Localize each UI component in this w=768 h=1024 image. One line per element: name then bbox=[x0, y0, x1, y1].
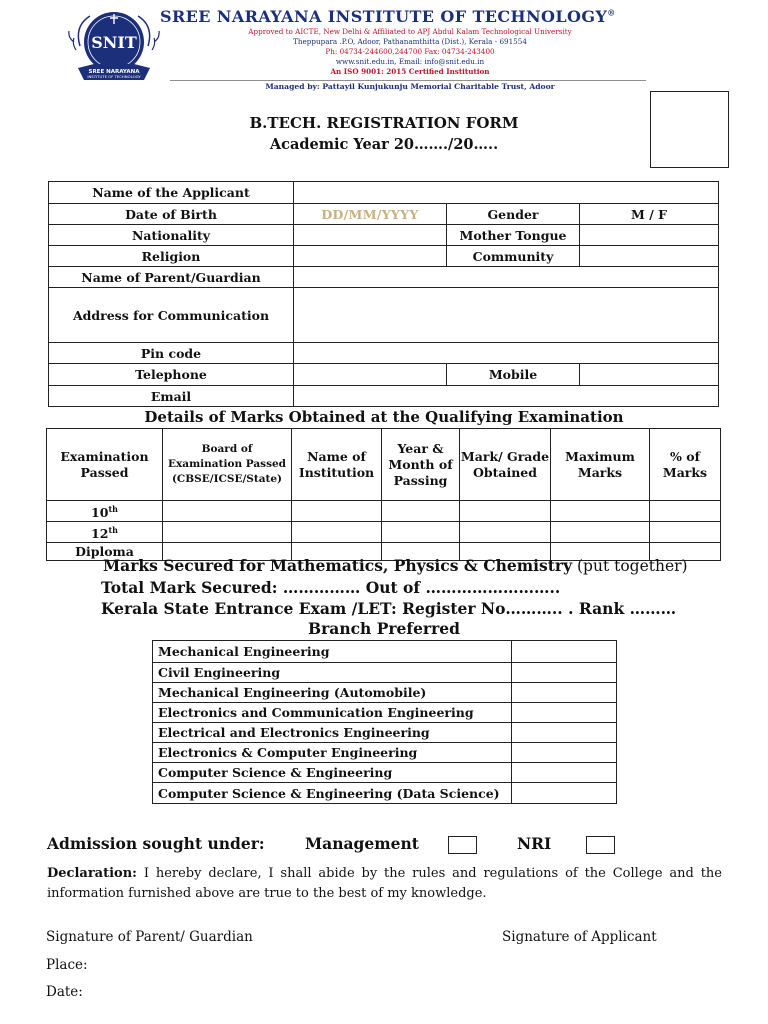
mother-tongue-field[interactable] bbox=[580, 225, 719, 246]
col-header-grade: Mark/ Grade Obtained bbox=[460, 429, 551, 501]
table-row bbox=[49, 267, 719, 288]
row-label-10th bbox=[47, 501, 163, 522]
institution-name bbox=[160, 7, 670, 26]
email-label: Email bbox=[49, 386, 294, 407]
branch-label: Computer Science & Engineering (Data Science) bbox=[153, 783, 512, 804]
declaration-label: Declaration: bbox=[47, 866, 137, 881]
dob-field[interactable]: DD/MM/YYYY bbox=[294, 204, 447, 225]
religion-label: Religion bbox=[49, 246, 294, 267]
institution-name-text: SREE NARAYANA INSTITUTE OF TECHNOLOGY bbox=[160, 7, 608, 26]
table-row bbox=[49, 288, 719, 343]
photo-box[interactable] bbox=[650, 91, 729, 168]
table-row bbox=[153, 783, 617, 804]
declaration-text: I hereby declare, I shall abide by the rules and regulations of the College and the information furnished above are true to the best of my knowledge. bbox=[47, 866, 722, 901]
dob-label: Date of Birth bbox=[49, 204, 294, 225]
col-header-exam: Examination Passed bbox=[47, 429, 163, 501]
name-field[interactable] bbox=[294, 182, 719, 204]
cell[interactable] bbox=[551, 501, 650, 522]
applicant-details-table bbox=[48, 181, 719, 407]
managed-by-line: Managed by: Pattayil Kunjukunju Memorial Charitable Trust, Adoor bbox=[265, 82, 555, 91]
logo-text: SNIT bbox=[91, 33, 137, 52]
gender-field[interactable]: M / F bbox=[580, 204, 719, 225]
branch-preference-cell[interactable] bbox=[512, 743, 617, 763]
logo-ribbon-subtext: INSTITUTE OF TECHNOLOGY bbox=[87, 74, 141, 79]
row-label-text: 12 bbox=[91, 526, 109, 542]
religion-field[interactable] bbox=[294, 246, 447, 267]
table-row bbox=[153, 703, 617, 723]
declaration bbox=[47, 864, 722, 903]
branch-label: Electronics and Communication Engineering bbox=[153, 703, 512, 723]
table-row bbox=[153, 743, 617, 763]
telephone-label: Telephone bbox=[49, 364, 294, 386]
cell[interactable] bbox=[382, 522, 460, 543]
table-row bbox=[49, 343, 719, 364]
cell[interactable] bbox=[382, 501, 460, 522]
cell[interactable] bbox=[163, 501, 292, 522]
branch-label: Computer Science & Engineering bbox=[153, 763, 512, 783]
phone-line: Ph: 04734-244600,244700 Fax: 04734-243400 bbox=[325, 47, 495, 56]
gender-label: Gender bbox=[447, 204, 580, 225]
branch-preference-cell[interactable] bbox=[512, 703, 617, 723]
table-row bbox=[49, 364, 719, 386]
cell[interactable] bbox=[460, 522, 551, 543]
branch-label: Civil Engineering bbox=[153, 663, 512, 683]
cell[interactable] bbox=[551, 522, 650, 543]
table-row bbox=[47, 429, 721, 501]
web-line: www.snit.edu.in, Email: info@snit.edu.in bbox=[335, 57, 485, 66]
table-row bbox=[153, 641, 617, 663]
branch-table bbox=[152, 640, 617, 804]
parent-label: Name of Parent/Guardian bbox=[49, 267, 294, 288]
row-label-12th bbox=[47, 522, 163, 543]
pcm-line bbox=[103, 556, 688, 575]
col-header-percent: % of Marks bbox=[650, 429, 721, 501]
community-field[interactable] bbox=[580, 246, 719, 267]
pin-field[interactable] bbox=[294, 343, 719, 364]
form-title: B.TECH. REGISTRATION FORM bbox=[249, 114, 519, 132]
cell[interactable] bbox=[163, 522, 292, 543]
applicant-signature-label: Signature of Applicant bbox=[502, 929, 657, 945]
marks-section-title: Details of Marks Obtained at the Qualifying Examination bbox=[144, 408, 624, 426]
branch-title: Branch Preferred bbox=[308, 619, 460, 638]
row-label-sup: th bbox=[108, 504, 118, 514]
pcm-note: (put together) bbox=[572, 557, 688, 575]
mobile-field[interactable] bbox=[580, 364, 719, 386]
table-row bbox=[153, 663, 617, 683]
cell[interactable] bbox=[460, 501, 551, 522]
table-row bbox=[49, 225, 719, 246]
mother-tongue-label: Mother Tongue bbox=[447, 225, 580, 246]
table-row bbox=[47, 501, 721, 522]
table-row bbox=[153, 763, 617, 783]
table-row bbox=[49, 204, 719, 225]
name-label: Name of the Applicant bbox=[49, 182, 294, 204]
parent-field[interactable] bbox=[294, 267, 719, 288]
iso-line: An ISO 9001: 2015 Certified Institution bbox=[330, 67, 490, 76]
total-mark-line: Total Mark Secured: …………… Out of …………………….. bbox=[101, 578, 561, 597]
cell[interactable] bbox=[650, 522, 721, 543]
branch-label: Mechanical Engineering bbox=[153, 641, 512, 663]
institution-logo bbox=[60, 6, 168, 88]
admission-label: Admission sought under: bbox=[47, 834, 265, 853]
col-header-year: Year & Month of Passing bbox=[382, 429, 460, 501]
telephone-field[interactable] bbox=[294, 364, 447, 386]
row-label-text: Diploma bbox=[75, 543, 134, 559]
date-label: Date: bbox=[46, 984, 83, 1000]
parent-signature-label: Signature of Parent/ Guardian bbox=[46, 929, 253, 945]
entrance-line: Kerala State Entrance Exam /LET: Register No……….. . Rank ……… bbox=[101, 599, 677, 618]
table-row bbox=[49, 182, 719, 204]
table-row bbox=[49, 386, 719, 407]
academic-year: Academic Year 20……./20….. bbox=[269, 136, 499, 153]
branch-preference-cell[interactable] bbox=[512, 683, 617, 703]
approval-line: Approved to AICTE, New Delhi & Affiliated to APJ Abdul Kalam Technological University bbox=[248, 27, 572, 36]
header-divider bbox=[170, 80, 646, 81]
place-label: Place: bbox=[46, 957, 88, 973]
marks-table bbox=[46, 428, 721, 561]
col-header-institution: Name of Institution bbox=[292, 429, 382, 501]
branch-preference-cell[interactable] bbox=[512, 783, 617, 804]
row-label-sup: th bbox=[108, 525, 118, 536]
nationality-field[interactable] bbox=[294, 225, 447, 246]
pin-label: Pin code bbox=[49, 343, 294, 364]
branch-preference-cell[interactable] bbox=[512, 641, 617, 663]
branch-preference-cell[interactable] bbox=[512, 763, 617, 783]
address-label: Address for Communication bbox=[49, 288, 294, 343]
logo-ribbon-text: SREE NARAYANA bbox=[88, 69, 140, 75]
registered-mark: ® bbox=[607, 7, 616, 18]
cell[interactable] bbox=[292, 522, 382, 543]
nri-checkbox[interactable] bbox=[586, 836, 615, 854]
table-row bbox=[47, 522, 721, 543]
col-header-board: Board of Examination Passed (CBSE/ICSE/State) bbox=[163, 429, 292, 501]
management-checkbox[interactable] bbox=[448, 836, 477, 854]
row-label-text: 10 bbox=[91, 505, 109, 521]
table-row bbox=[49, 246, 719, 267]
col-header-max: Maximum Marks bbox=[551, 429, 650, 501]
branch-label: Mechanical Engineering (Automobile) bbox=[153, 683, 512, 703]
address-field[interactable] bbox=[294, 288, 719, 343]
management-label: Management bbox=[305, 834, 419, 853]
pcm-label: Marks Secured for Mathematics, Physics & Chemistry bbox=[103, 556, 573, 575]
nationality-label: Nationality bbox=[49, 225, 294, 246]
table-row bbox=[153, 683, 617, 703]
nri-label: NRI bbox=[517, 834, 552, 853]
branch-label: Electrical and Electronics Engineering bbox=[153, 723, 512, 743]
branch-label: Electronics & Computer Engineering bbox=[153, 743, 512, 763]
email-field[interactable] bbox=[294, 386, 719, 407]
branch-preference-cell[interactable] bbox=[512, 663, 617, 683]
cell[interactable] bbox=[650, 501, 721, 522]
branch-preference-cell[interactable] bbox=[512, 723, 617, 743]
table-row bbox=[153, 723, 617, 743]
cell[interactable] bbox=[292, 501, 382, 522]
mobile-label: Mobile bbox=[447, 364, 580, 386]
address-line: Theppupara .P.O, Adoor, Pathanamthitta (Dist.), Kerala - 691554 bbox=[293, 37, 527, 46]
community-label: Community bbox=[447, 246, 580, 267]
